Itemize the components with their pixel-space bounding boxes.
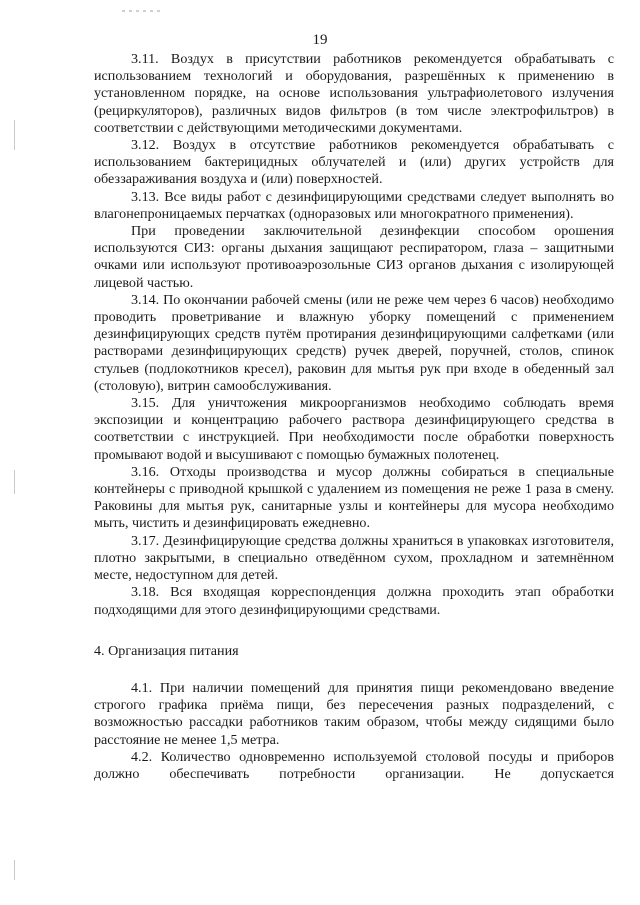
paragraph-3-15: 3.15. Для уничтожения микроорганизмов необходимо соблюдать время экспозиции и концентрацию рабочего раствора дезинфицирующего средства в соответствии с инструкцией. При необходимости после обработки поверхность промывают водой и высушивают с помощью бумажных полотенец. — [94, 395, 614, 463]
section-heading: 4. Организация питания — [94, 642, 239, 659]
scan-artifact — [14, 860, 15, 880]
paragraph-3-13: 3.13. Все виды работ с дезинфицирующими средствами следует выполнять во влагонепроницаемых перчатках (одноразовых или многократного применения). — [94, 188, 614, 222]
paragraph-4-1: 4.1. При наличии помещений для принятия пищи рекомендовано введение строгого графика приёма пищи, без пересечения разных подразделений, с возможностью рассадки работников таким образом, чтобы между сидящими было расстояние не менее 1,5 метра. — [94, 679, 614, 748]
paragraph-3-14: 3.14. По окончании рабочей смены (или не реже чем через 6 часов) необходимо проводить проветривание и влажную уборку помещений с применением дезинфицирующих средств путём протирания дезинфицирующими салфетками (или растворами дезинфицирующих средств) ручек дверей, поручней, столов, спинок стульев (подлокотников кресел), раковин для мытья рук при входе в обеденный зал (столовую), витрин самообслуживания. — [94, 291, 614, 394]
document-body — [94, 51, 614, 783]
paragraph-3-11: 3.11. Воздух в присутствии работников рекомендуется обрабатывать с использованием технологий и оборудования, разрешённых к применению в установленном порядке, на основе использования ультрафиолетового излучения (рециркуляторов), различных видов фильтров (в том числе электрофильтров) в соответствии с действующими методическими документами. — [94, 51, 614, 136]
paragraph-4-2: 4.2. Количество одновременно используемой столовой посуды и приборов должно обеспечивать потребности организации. Не допускается — [94, 748, 614, 782]
paragraph-3-13-continued: При проведении заключительной дезинфекции способом орошения используются СИЗ: органы дыхания защищают респиратором, глаза – защитными очками или используют противоаэрозольные СИЗ органов дыхания с изолирующей лицевой частью. — [94, 223, 614, 291]
paragraph-3-12: 3.12. Воздух в отсутствие работников рекомендуется обрабатывать с использованием бактерицидных облучателей и (или) других устройств для обеззараживания воздуха и (или) поверхностей. — [94, 137, 614, 188]
scan-artifact — [122, 10, 162, 12]
paragraph-3-18: 3.18. Вся входящая корреспонденция должна проходить этап обработки подходящими для этого дезинфицирующими средствами. — [94, 584, 614, 618]
paragraph-3-17: 3.17. Дезинфицирующие средства должны храниться в упаковках изготовителя, плотно закрытыми, в специально отведённом сухом, прохладном и затемнённом месте, недоступном для детей. — [94, 532, 614, 584]
paragraph-3-16: 3.16. Отходы производства и мусор должны собираться в специальные контейнеры с приводной крышкой с удалением из помещения не реже 1 раза в смену. Раковины для мытья рук, санитарные узлы и контейнеры для мусора необходимо мыть, чистить и дезинфицировать ежедневно. — [94, 463, 614, 532]
scan-artifact — [14, 120, 15, 150]
scan-artifact — [14, 470, 15, 494]
page-number: 19 — [312, 32, 328, 48]
